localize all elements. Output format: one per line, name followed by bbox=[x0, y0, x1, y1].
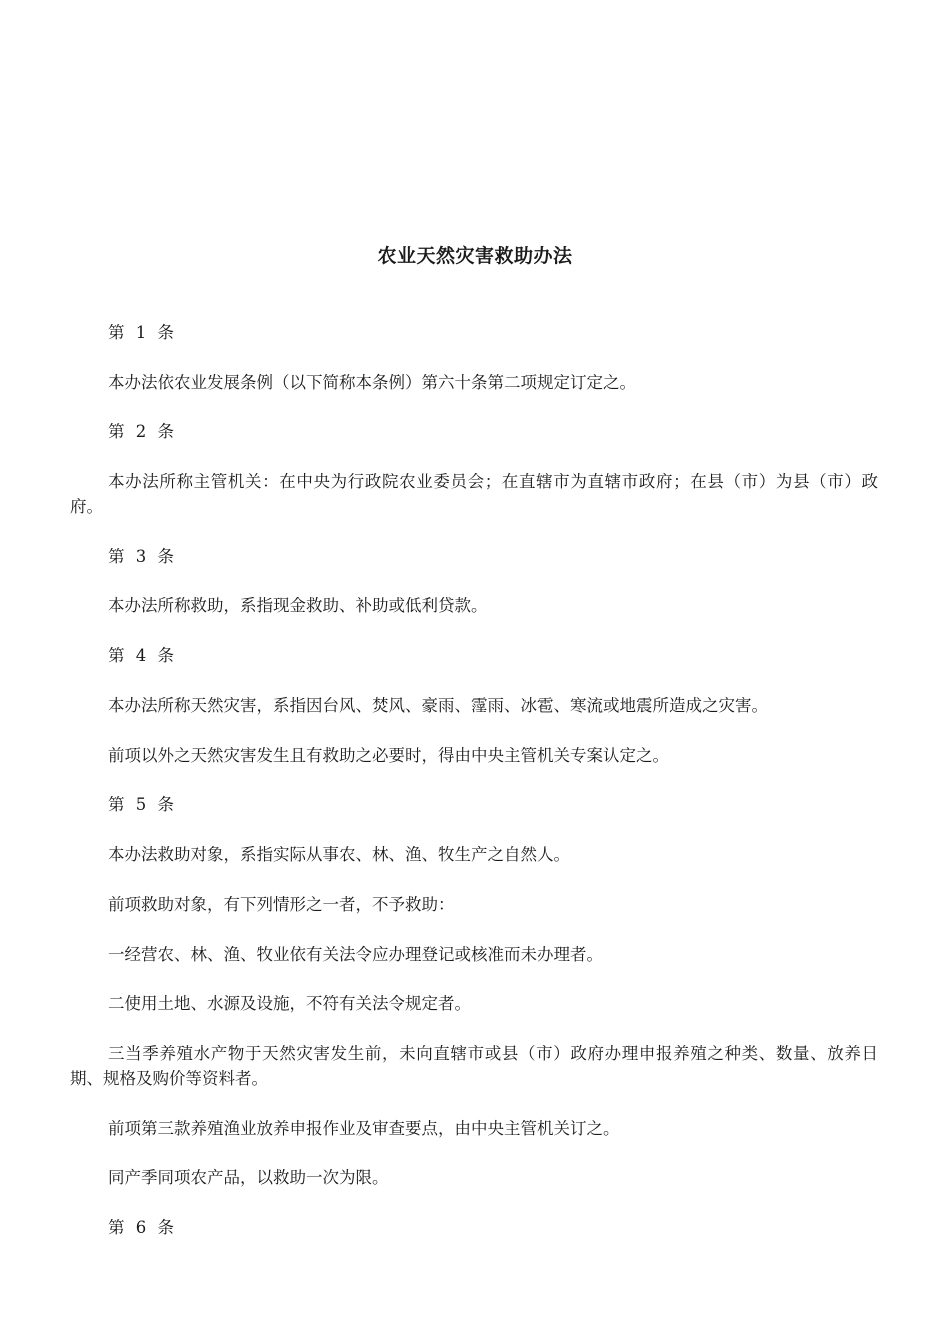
article-heading-1: 第 1 条 bbox=[108, 323, 177, 342]
article-5-paragraph-3: 前项第三款养殖渔业放养申报作业及审查要点，由中央主管机关订之。 bbox=[108, 1119, 620, 1138]
article-5-item-3: 三当季养殖水产物于天然灾害发生前，未向直辖市或县（市）政府办理申报养殖之种类、数量、放养日期、规格及购价等资料者。 bbox=[70, 1044, 878, 1088]
document-title: 农业天然灾害救助办法 bbox=[377, 245, 573, 267]
article-3-paragraph: 本办法所称救助，系指现金救助、补助或低利贷款。 bbox=[108, 596, 488, 615]
article-1-paragraph: 本办法依农业发展条例（以下简称本条例）第六十条第二项规定订定之。 bbox=[108, 373, 636, 392]
article-heading-6: 第 6 条 bbox=[108, 1218, 177, 1237]
article-5-item-2: 二使用土地、水源及设施，不符有关法令规定者。 bbox=[108, 994, 471, 1013]
article-2-paragraph: 本办法所称主管机关：在中央为行政院农业委员会；在直辖市为直辖市政府；在县（市）为县（市）政府。 bbox=[70, 472, 878, 516]
article-5-paragraph-4: 同产季同项农产品，以救助一次为限。 bbox=[108, 1168, 389, 1187]
article-heading-2: 第 2 条 bbox=[108, 422, 177, 441]
article-heading-5: 第 5 条 bbox=[108, 795, 177, 814]
article-4-paragraph-1: 本办法所称天然灾害，系指因台风、焚风、豪雨、霪雨、冰雹、寒流或地震所造成之灾害。 bbox=[108, 696, 768, 715]
article-5-paragraph-2: 前项救助对象，有下列情形之一者，不予救助： bbox=[108, 895, 455, 914]
article-heading-4: 第 4 条 bbox=[108, 646, 177, 665]
article-4-paragraph-2: 前项以外之天然灾害发生且有救助之必要时，得由中央主管机关专案认定之。 bbox=[108, 746, 669, 765]
article-5-item-1: 一经营农、林、渔、牧业依有关法令应办理登记或核准而未办理者。 bbox=[108, 945, 603, 964]
article-5-paragraph-1: 本办法救助对象，系指实际从事农、林、渔、牧生产之自然人。 bbox=[108, 845, 570, 864]
article-heading-3: 第 3 条 bbox=[108, 547, 177, 566]
